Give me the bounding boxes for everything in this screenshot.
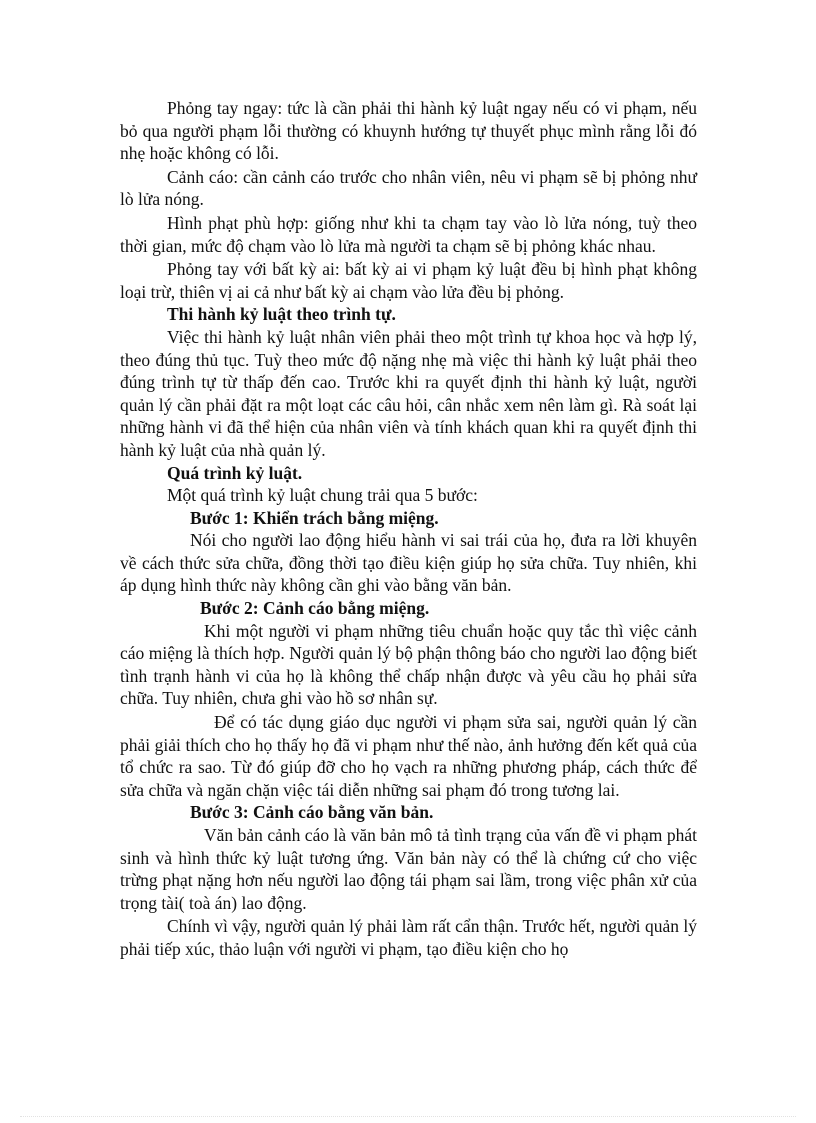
section-heading: Quá trình kỷ luật.	[167, 462, 303, 483]
page-bottom-border	[20, 1116, 796, 1117]
paragraph: Khi một người vi phạm những tiêu chuẩn hoặc quy tắc thì việc cảnh cáo miệng là thích hợp. Người quản lý bộ phận thông báo cho người lao động biết tình trạnh hành vi của họ là không thể chấp nhận được và yêu cầu họ phải sửa chữa. Tuy nhiên, chưa ghi vào hồ sơ nhân sự.	[120, 620, 697, 709]
paragraph: Phỏng tay với bất kỳ ai: bất kỳ ai vi phạm kỷ luật đều bị hình phạt không loại trừ, thiên vị ai cả như bất kỳ ai chạm vào lửa đều bị phỏng.	[120, 259, 697, 302]
paragraph: Nói cho người lao động hiểu hành vi sai trái của họ, đưa ra lời khuyên về cách thức sửa chữa, đồng thời tạo điều kiện giúp họ sửa chữa. Tuy nhiên, khi áp dụng hình thức này không cần ghi vào bằng văn bản.	[120, 530, 697, 596]
paragraph: Chính vì vậy, người quản lý phải làm rất cẩn thận. Trước hết, người quản lý phải tiếp xúc, thảo luận với người vi phạm, tạo điều kiện cho họ	[120, 916, 697, 959]
paragraph: Văn bản cảnh cáo là văn bản mô tả tình trạng của vấn đề vi phạm phát sinh và hình thức kỷ luật tương ứng. Văn bản này có thể là chứng cứ cho việc trừng phạt nặng hơn nếu người lao động tái phạm sai lầm, trong việc phân xử của trọng tài( toà án) lao động.	[120, 825, 697, 913]
step-heading: Bước 1: Khiển trách bằng miệng.	[190, 507, 439, 528]
paragraph: Cảnh cáo: cần cảnh cáo trước cho nhân viên, nêu vi phạm sẽ bị phỏng như lò lửa nóng.	[120, 166, 697, 210]
section-heading: Thi hành kỷ luật theo trình tự.	[167, 304, 396, 325]
paragraph: Hình phạt phù hợp: giống như khi ta chạm tay vào lò lửa nóng, tuỳ theo thời gian, mức độ chạm vào lò lửa mà người ta chạm sẽ bị phỏng khác nhau.	[120, 212, 697, 256]
paragraph: Việc thi hành kỷ luật nhân viên phải theo một trình tự khoa học và hợp lý, theo đúng thủ tục. Tuỳ theo mức độ nặng nhẹ mà việc thi hành kỷ luật phải theo đúng trình tự từ thấp đến cao. Trước khi ra quyết định thi hành kỷ luật, người quản lý cần phải đặt ra một loạt các câu hỏi, cân nhắc xem nên làm gì. Rà soát lại những hành vi đã thể hiện của nhân viên và tính khách quan khi ra quyết định thi hành kỷ luật của nhà quản lý.	[120, 326, 697, 460]
paragraph: Để có tác dụng giáo dục người vi phạm sửa sai, người quản lý cần phải giải thích cho họ thấy họ đã vi phạm như thế nào, ảnh hưởng đến kết quả của tổ chức ra sao. Từ đó giúp đỡ cho họ vạch ra những phương pháp, cách thức để sửa chữa và ngăn chặn việc tái diễn những sai phạm đó trong tương lai.	[120, 712, 697, 800]
step-heading: Bước 3: Cảnh cáo bằng văn bản.	[190, 802, 434, 823]
document-page	[120, 97, 697, 961]
paragraph: Phỏng tay ngay: tức là cần phải thi hành kỷ luật ngay nếu có vi phạm, nếu bỏ qua người phạm lỗi thường có khuynh hướng tự thuyết phục mình rằng lỗi đó nhẹ hoặc không có lỗi.	[120, 98, 697, 164]
step-heading: Bước 2: Cảnh cáo bằng miệng.	[200, 598, 430, 619]
paragraph: Một quá trình kỷ luật chung trải qua 5 bước:	[167, 485, 478, 506]
